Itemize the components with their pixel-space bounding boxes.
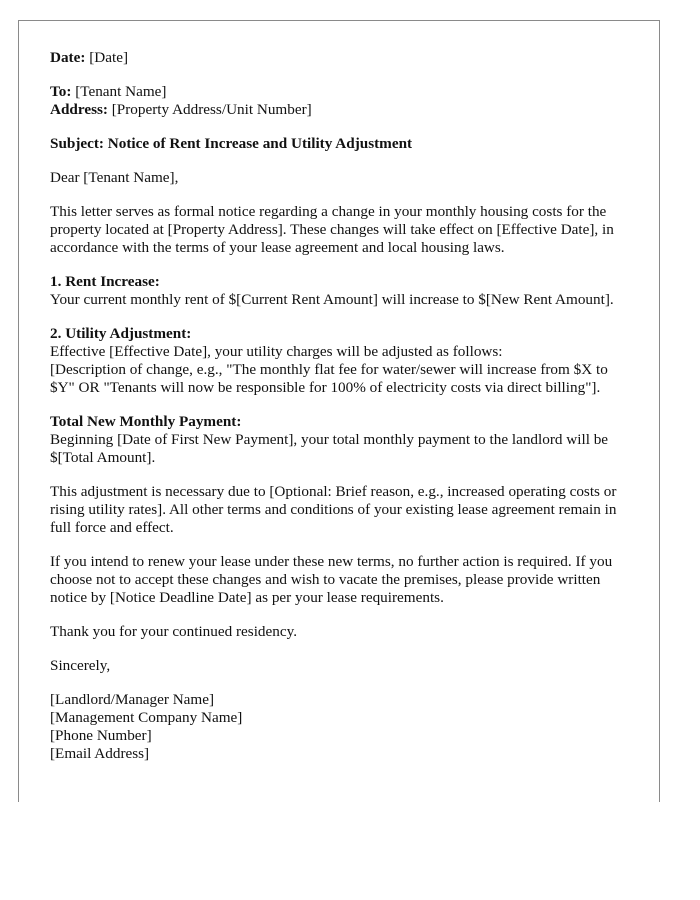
total-payment-heading: Total New Monthly Payment: [50, 413, 242, 430]
utility-adjustment-section [50, 325, 631, 397]
signature-block [50, 691, 631, 763]
total-payment-section [50, 413, 631, 467]
total-payment-body: Beginning [Date of First New Payment], your total monthly payment to the landlord will be $[Total Amount]. [50, 431, 609, 466]
signature-name: [Landlord/Manager Name] [50, 691, 215, 708]
to-line [50, 83, 631, 101]
reason-paragraph: This adjustment is necessary due to [Optional: Brief reason, e.g., increased operating costs or rising utility rates]. All other terms and conditions of your existing lease agreement remain in full force and effect. [50, 483, 617, 536]
date-label: Date: [50, 49, 86, 66]
to-label: To: [50, 83, 72, 100]
to-value: [Tenant Name] [75, 83, 167, 100]
intro-paragraph: This letter serves as formal notice regarding a change in your monthly housing costs for the property located at [Property Address]. These changes will take effect on [Effective Date], in accordance with the terms of your lease agreement and local housing laws. [50, 203, 614, 256]
signature-email: [Email Address] [50, 745, 150, 762]
renewal-paragraph: If you intend to renew your lease under these new terms, no further action is required. If you choose not to accept these changes and wish to vacate the premises, please provide written notice by [Notice Deadline Date] as per your lease requirements. [50, 553, 613, 606]
salutation: Dear [Tenant Name], [50, 169, 179, 186]
subject-text: Subject: Notice of Rent Increase and Utility Adjustment [50, 135, 413, 152]
date-value: [Date] [89, 49, 129, 66]
thanks-paragraph: Thank you for your continued residency. [50, 623, 298, 640]
utility-adjustment-heading: 2. Utility Adjustment: [50, 325, 192, 342]
rent-increase-section [50, 273, 631, 309]
utility-adjustment-line: Effective [Effective Date], your utility charges will be adjusted as follows: [50, 343, 503, 360]
recipient-block [50, 83, 631, 119]
subject-line [50, 135, 631, 153]
signature-company: [Management Company Name] [50, 709, 243, 726]
closing: Sincerely, [50, 657, 111, 674]
rent-increase-heading: 1. Rent Increase: [50, 273, 160, 290]
letter-page [18, 20, 660, 802]
date-line [50, 49, 631, 67]
address-label: Address: [50, 101, 108, 118]
address-line [50, 101, 631, 119]
signature-phone: [Phone Number] [50, 727, 152, 744]
utility-adjustment-body: [Description of change, e.g., "The monthly flat fee for water/sewer will increase from $X to $Y" OR "Tenants will now be responsible for 100% of electricity costs via direct billing"]. [50, 361, 608, 396]
address-value: [Property Address/Unit Number] [111, 101, 312, 118]
rent-increase-body: Your current monthly rent of $[Current Rent Amount] will increase to $[New Rent Amount]. [50, 291, 614, 308]
